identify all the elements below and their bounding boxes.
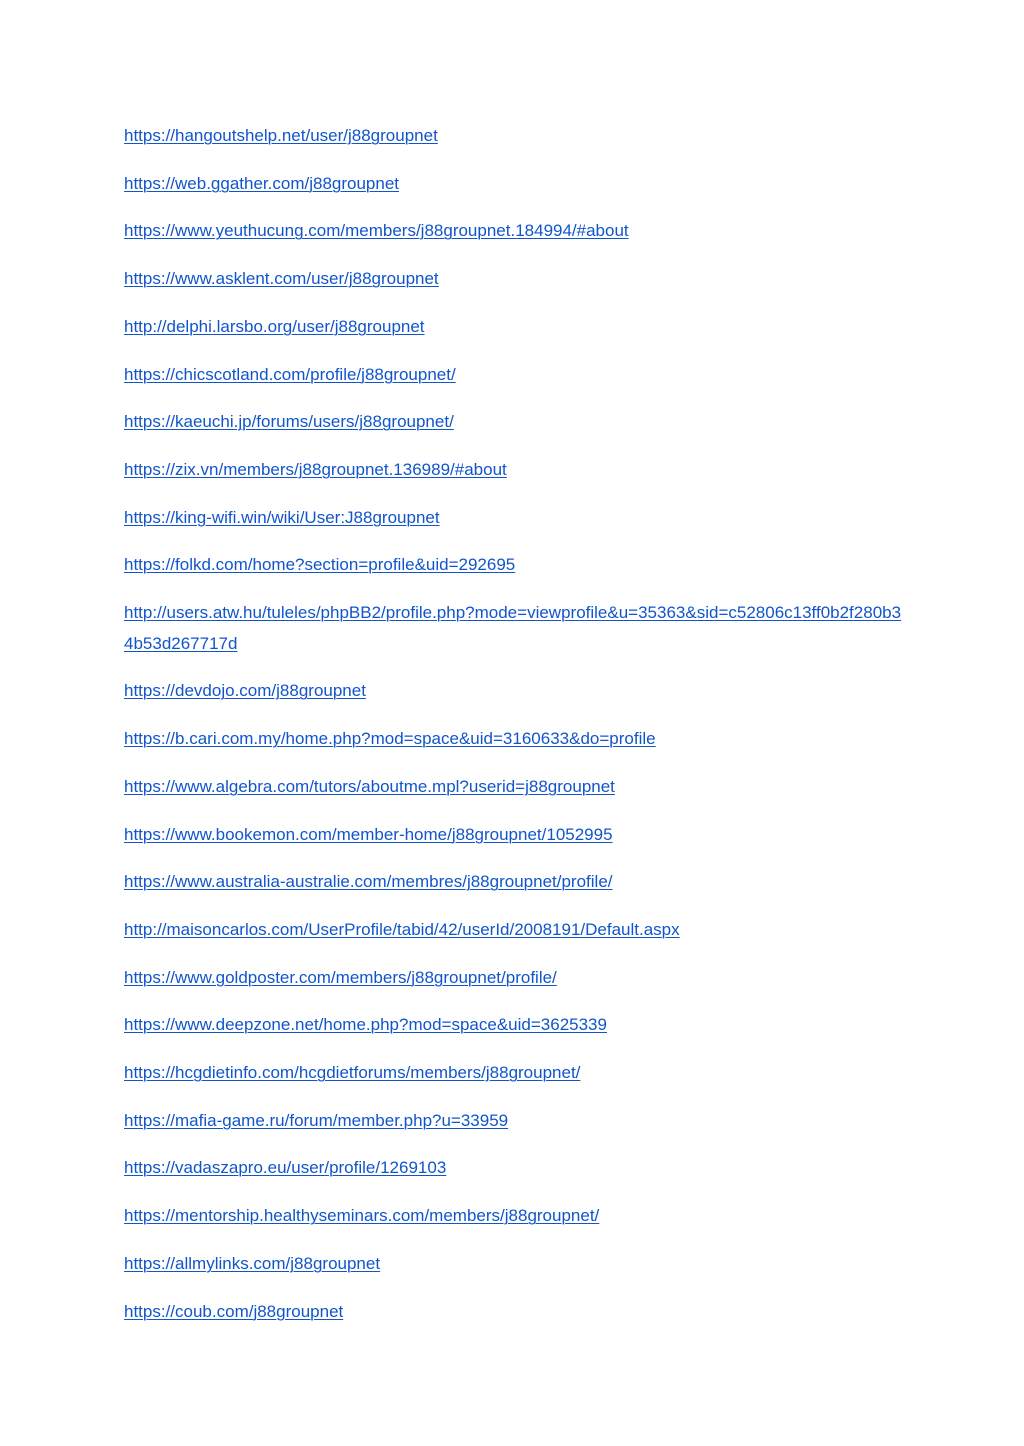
list-item	[124, 598, 904, 659]
profile-link[interactable]: https://www.deepzone.net/home.php?mod=space&uid=3625339	[124, 1015, 607, 1035]
list-item	[124, 724, 904, 755]
profile-link[interactable]: https://king-wifi.win/wiki/User:J88groupnet	[124, 507, 440, 527]
list-item	[124, 121, 904, 152]
profile-link[interactable]: https://hcgdietinfo.com/hcgdietforums/members/j88groupnet/	[124, 1063, 581, 1083]
link-list	[124, 121, 904, 1344]
list-item	[124, 455, 904, 486]
list-item	[124, 503, 904, 534]
profile-link[interactable]: https://mentorship.healthyseminars.com/members/j88groupnet/	[124, 1206, 600, 1226]
profile-link[interactable]: https://www.algebra.com/tutors/aboutme.mpl?userid=j88groupnet	[124, 776, 615, 796]
list-item	[124, 820, 904, 851]
list-item	[124, 867, 904, 898]
profile-link[interactable]: https://folkd.com/home?section=profile&uid=292695	[124, 555, 516, 575]
profile-link[interactable]: https://coub.com/j88groupnet	[124, 1301, 344, 1321]
list-item	[124, 1249, 904, 1280]
profile-link[interactable]: https://allmylinks.com/j88groupnet	[124, 1253, 381, 1273]
profile-link[interactable]: https://www.goldposter.com/members/j88groupnet/profile/	[124, 967, 557, 987]
list-item	[124, 1058, 904, 1089]
profile-link[interactable]: https://hangoutshelp.net/user/j88groupnet	[124, 126, 438, 145]
profile-link[interactable]: https://b.cari.com.my/home.php?mod=space&uid=3160633&do=profile	[124, 729, 656, 749]
list-item	[124, 169, 904, 200]
profile-link[interactable]: http://delphi.larsbo.org/user/j88groupnet	[124, 316, 425, 336]
list-item	[124, 1106, 904, 1137]
profile-link[interactable]: https://www.bookemon.com/member-home/j88groupnet/1052995	[124, 824, 613, 844]
list-item	[124, 963, 904, 994]
profile-link[interactable]: https://vadaszapro.eu/user/profile/1269103	[124, 1158, 447, 1178]
list-item	[124, 1297, 904, 1328]
profile-link[interactable]: https://web.ggather.com/j88groupnet	[124, 173, 400, 193]
profile-link[interactable]: https://www.yeuthucung.com/members/j88groupnet.184994/#about	[124, 221, 629, 241]
list-item	[124, 772, 904, 803]
profile-link[interactable]: https://devdojo.com/j88groupnet	[124, 681, 366, 701]
list-item	[124, 312, 904, 343]
list-item	[124, 1153, 904, 1184]
profile-link[interactable]: https://chicscotland.com/profile/j88groupnet/	[124, 364, 456, 384]
profile-link[interactable]: https://www.australia-australie.com/membres/j88groupnet/profile/	[124, 872, 613, 892]
list-item	[124, 1201, 904, 1232]
list-item	[124, 915, 904, 946]
profile-link[interactable]: https://www.asklent.com/user/j88groupnet	[124, 269, 439, 289]
profile-link[interactable]: https://mafia-game.ru/forum/member.php?u=33959	[124, 1110, 509, 1130]
profile-link[interactable]: http://maisoncarlos.com/UserProfile/tabid/42/userId/2008191/Default.aspx	[124, 919, 680, 939]
profile-link[interactable]: http://users.atw.hu/tuleles/phpBB2/profile.php?mode=viewprofile&u=35363&sid=c52806c13ff0b2f280b34b53d267717d	[124, 603, 902, 653]
list-item	[124, 407, 904, 438]
profile-link[interactable]: https://kaeuchi.jp/forums/users/j88groupnet/	[124, 412, 454, 432]
profile-link[interactable]: https://zix.vn/members/j88groupnet.136989/#about	[124, 459, 507, 479]
list-item	[124, 360, 904, 391]
list-item	[124, 264, 904, 295]
list-item	[124, 216, 904, 247]
list-item	[124, 676, 904, 707]
list-item	[124, 1010, 904, 1041]
list-item	[124, 550, 904, 581]
